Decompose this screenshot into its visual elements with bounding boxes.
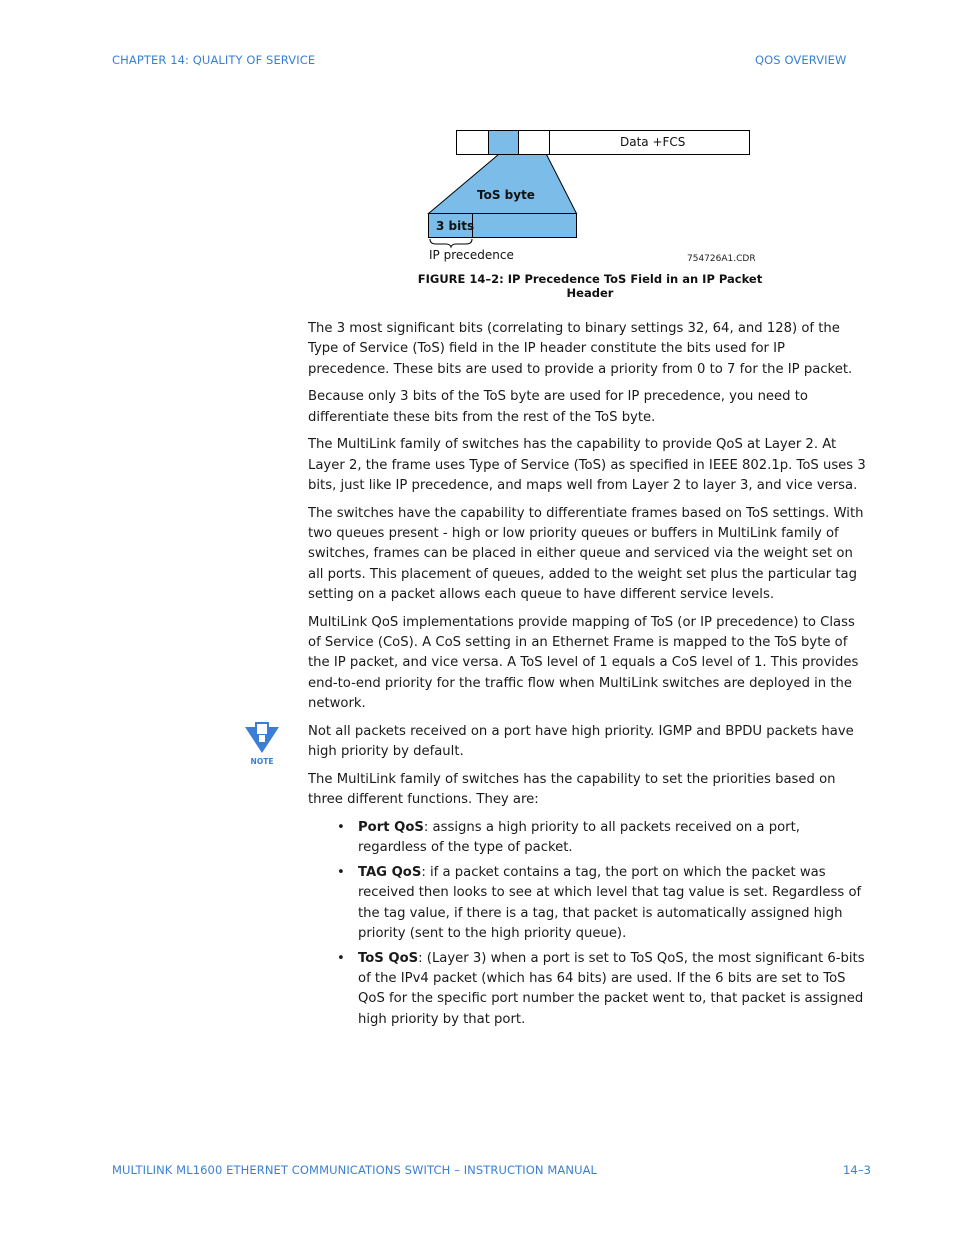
list-item: • TAG QoS: if a packet contains a tag, the port on which the packet was received then looks to see at which level that tag value is set. Regardless of the tag value, if there is a tag, that packet is automatically assigned high priority (sent to the high priority queue). [337,865,862,942]
list-item: • ToS QoS: (Layer 3) when a port is set to ToS QoS, the most significant 6-bits of the IPv4 packet (which has 64 bits) are used. If the 6 bits are set to ToS QoS for the specific port number the packet went to, that packet is assigned high priority by that port. [337,950,865,1027]
tos-byte-label: ToS byte [477,188,535,202]
page-number: 14–3 [843,1163,872,1177]
figure-code: 754726A1.CDR [687,254,756,264]
header-chapter: CHAPTER 14: QUALITY OF SERVICE [112,53,316,67]
qos-function-list [308,818,870,1030]
header-section: QOS OVERVIEW [755,53,847,67]
note-icon [243,722,281,768]
paragraph: The 3 most significant bits (correlating to binary settings 32, 64, and 128) of the Type of Service (ToS) field in the IP header constitute the bits used for IP precedence. These bits are used to provide a priority from 0 to 7 for the IP packet. [308,321,853,377]
list-item: • Port QoS: assigns a high priority to all packets received on a port, regardless of the type of packet. [337,820,800,856]
paragraph: Because only 3 bits of the ToS byte are used for IP precedence, you need to differentiate these bits from the rest of the ToS byte. [308,389,808,425]
list-term: ToS QoS [358,950,419,966]
body-text [308,319,870,1035]
brace-icon [430,239,472,247]
tos-diagram [400,124,780,294]
paragraph: The MultiLink family of switches has the capability to set the priorities based on three different functions. They are: [308,771,836,808]
figure-caption: FIGURE 14–2: IP Precedence ToS Field in an IP Packet Header [417,272,763,300]
ip-precedence-figure [400,124,780,294]
list-term: TAG QoS [358,865,422,881]
data-fcs-label: Data +FCS [620,135,686,149]
svg-text:NOTE: NOTE [250,757,274,766]
ip-precedence-label: IP precedence [429,248,514,262]
list-text: : if a packet contains a tag, the port on which the packet was received then looks to see at which level that tag value is set. Regardless of the tag value, if there is a tag, that packet is automatically assigned high priority (sent to the high priority queue). [358,865,862,942]
tos-field-box [489,131,519,155]
list-term: Port QoS [358,820,424,836]
tos-byte-expansion [429,155,577,214]
paragraph: MultiLink QoS implementations provide mapping of ToS (or IP precedence) to Class of Service (CoS). A CoS setting in an Ethernet Frame is mapped to the ToS byte of the IP packet, and vice versa. A ToS level of 1 equals a CoS level of 1. This provides end-to-end priority for the traffic flow when MultiLink switches are deployed in the network. [308,614,859,712]
paragraph: The MultiLink family of switches has the capability to provide QoS at Layer 2. At Layer 2, the frame uses Type of Service (ToS) as specified in IEEE 802.1p. ToS uses 3 bits, just like IP precedence, and maps well from Layer 2 to layer 3, and vice versa. [308,437,866,494]
list-text: : assigns a high priority to all packets received on a port, regardless of the type of packet. [358,820,800,856]
list-text: : (Layer 3) when a port is set to ToS QoS, the most significant 6-bits of the IPv4 packet (which has 64 bits) are used. If the 6 bits are set to ToS QoS for the specific port number the packet went to, that packet is assigned high priority by that port. [358,950,865,1027]
bits-label: 3 bits [436,219,475,233]
footer-title: MULTILINK ML1600 ETHERNET COMMUNICATIONS SWITCH – INSTRUCTION MANUAL [112,1163,598,1177]
note-text: Not all packets received on a port have high priority. IGMP and BPDU packets have high priority by default. [308,723,854,760]
paragraph: The switches have the capability to differentiate frames based on ToS settings. With two queues present - high or low priority queues or buffers in MultiLink family of switches, frames can be placed in either queue and serviced via the weight set on all ports. This placement of queues, added to the weight set plus the particular tag setting on a packet allows each queue to have different service levels. [308,505,864,603]
